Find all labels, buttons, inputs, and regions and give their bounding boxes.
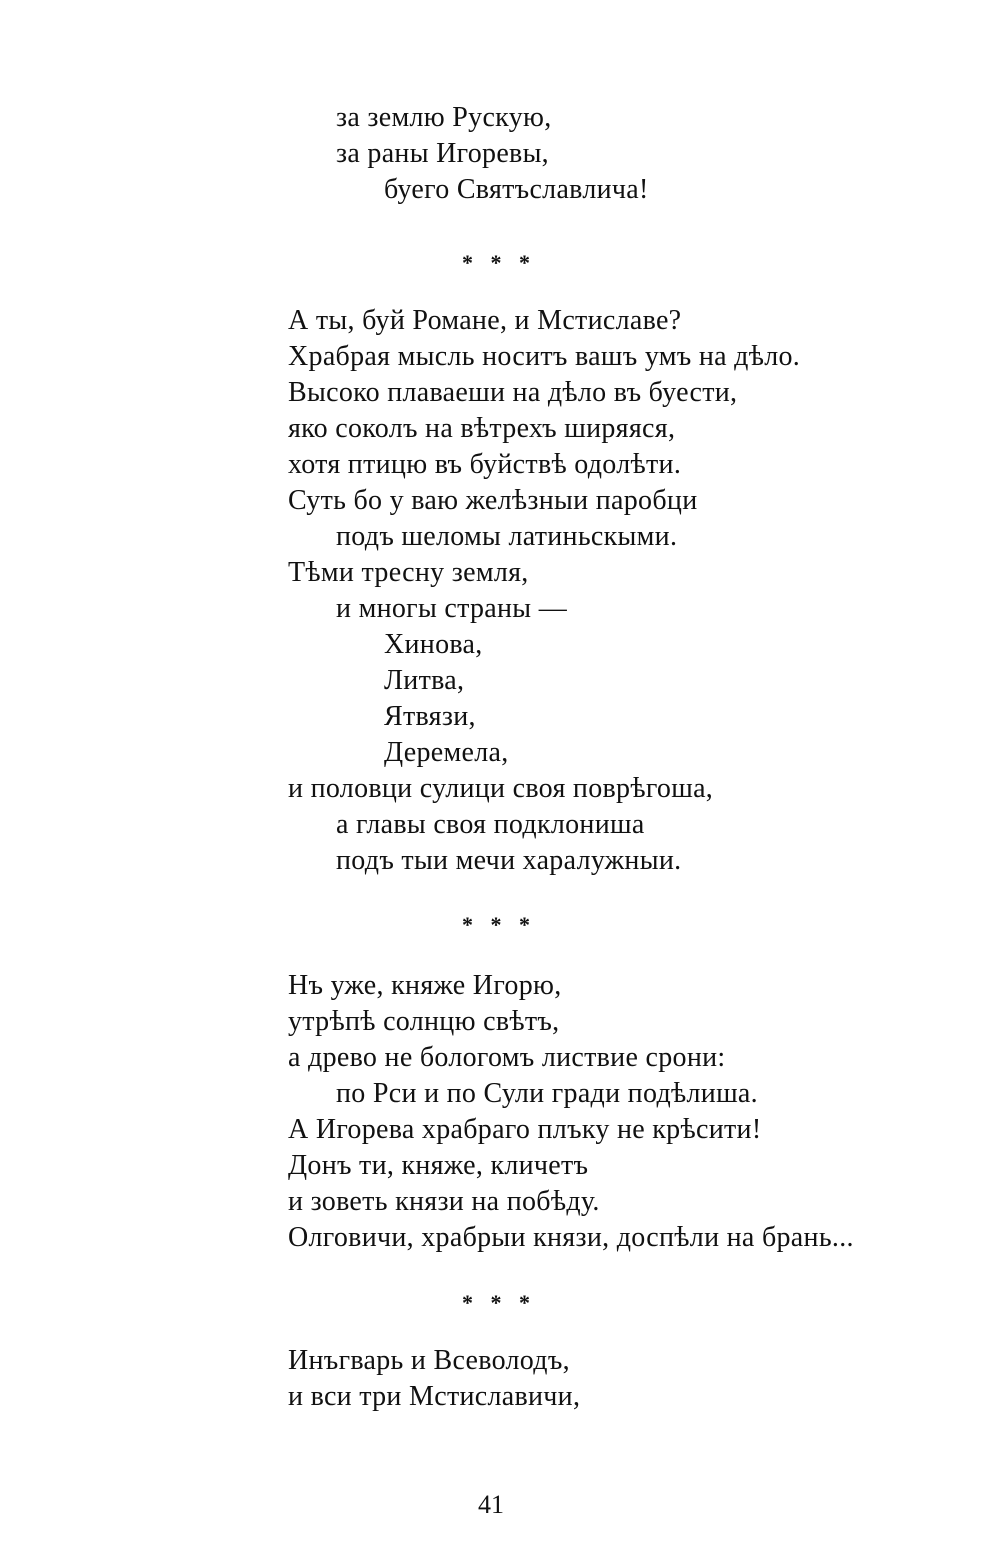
verse-line: Деремела,: [384, 737, 509, 768]
verse-line: Литва,: [384, 665, 465, 696]
verse-line: а древо не бологомъ листвие срони:: [288, 1042, 726, 1073]
verse-line: буего Святъславлича!: [384, 174, 649, 205]
verse-line: хотя птицю въ буйствѣ одолѣти.: [288, 449, 682, 480]
verse-line: а главы своя подклониша: [336, 809, 645, 840]
verse-line: Высоко плаваеши на дѣло въ буести,: [288, 377, 738, 408]
verse-line: Инъгварь и Всеволодъ,: [288, 1345, 570, 1376]
section-separator: * * *: [462, 1290, 536, 1315]
verse-line: яко соколъ на вѣтрехъ ширяяся,: [288, 413, 676, 444]
verse-line: Храбрая мысль носитъ вашъ умъ на дѣло.: [288, 341, 801, 372]
verse-line: утрѣпѣ солнцю свѣтъ,: [288, 1006, 560, 1037]
verse-line: подъ шеломы латиньскыми.: [336, 521, 678, 552]
page-number: 41: [478, 1490, 504, 1519]
verse-line: Хинова,: [384, 629, 483, 660]
verse-line: А Игорева храбраго плъку не крѣсити!: [288, 1114, 762, 1145]
verse-line: и многы страны —: [336, 593, 568, 624]
verse-line: Нъ уже, княже Игорю,: [288, 970, 562, 1001]
verse-line: и половци сулици своя поврѣгоша,: [288, 773, 714, 804]
verse-line: А ты, буй Романе, и Мстиславе?: [288, 305, 682, 336]
verse-line: Ятвязи,: [384, 701, 476, 732]
verse-line: по Рси и по Сули гради подѣлиша.: [336, 1078, 758, 1109]
section-separator: * * *: [462, 250, 536, 275]
verse-line: и вси три Мстиславичи,: [288, 1381, 581, 1412]
verse-line: за землю Рускую,: [336, 102, 552, 133]
verse-line: Тѣми тресну земля,: [288, 557, 529, 588]
verse-line: Суть бо у ваю желѣзныи паробци: [288, 485, 698, 516]
verse-line: подъ тыи мечи харалужныи.: [336, 845, 682, 876]
verse-line: и зоветь князи на побѣду.: [288, 1186, 600, 1217]
section-separator: * * *: [462, 912, 536, 937]
verse-line: Олговичи, храбрыи князи, доспѣли на брань...: [288, 1222, 854, 1253]
verse-line: за раны Игоревы,: [336, 138, 549, 169]
verse-line: Донъ ти, княже, кличетъ: [288, 1150, 589, 1181]
